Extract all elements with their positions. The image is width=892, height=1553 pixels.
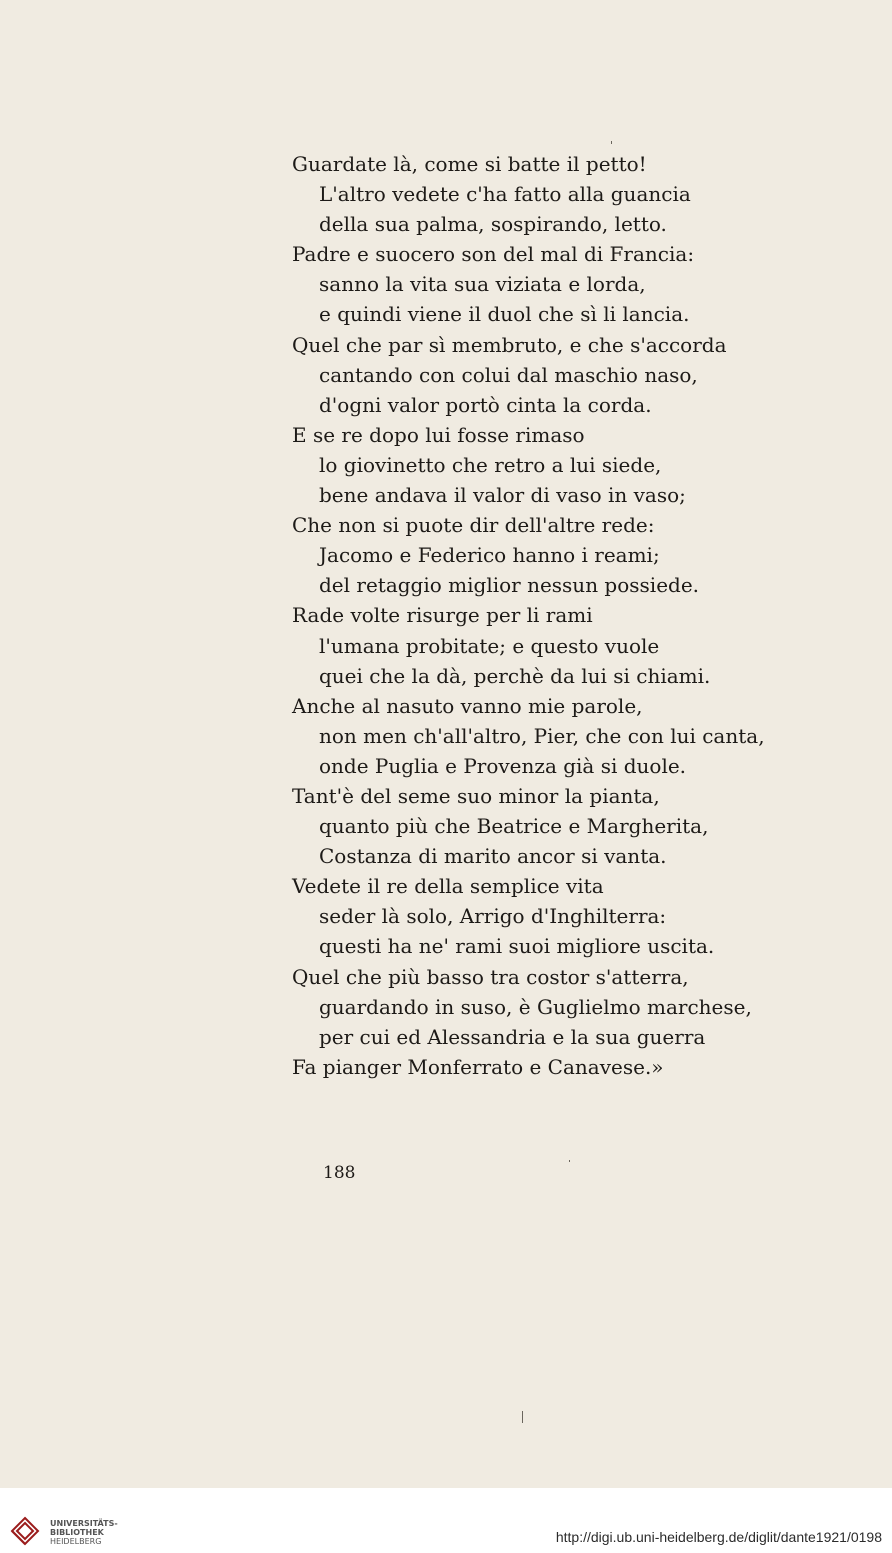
poem-line: sanno la vita sua viziata e lorda,	[319, 272, 646, 297]
poem-line: L'altro vedete c'ha fatto alla guancia	[319, 182, 691, 207]
library-logo-icon	[10, 1516, 40, 1546]
poem-line: Quel che par sì membruto, e che s'accorda	[292, 332, 727, 357]
poem-line: questi ha ne' rami suoi migliore uscita.	[319, 934, 715, 959]
poem-line: Padre e suocero son del mal di Francia:	[292, 242, 695, 267]
poem-line: per cui ed Alessandria e la sua guerra	[319, 1024, 706, 1049]
paper-speck	[611, 141, 612, 144]
poem-line: Fa pianger Monferrato e Canavese.»	[292, 1054, 664, 1079]
poem-line: bene andava il valor di vaso in vaso;	[319, 483, 686, 508]
library-name-line3: HEIDELBERG	[50, 1537, 102, 1546]
poem-line: del retaggio miglior nessun possiede.	[319, 573, 700, 598]
poem-line: Che non si puote dir dell'altre rede:	[292, 513, 655, 538]
paper-speck	[522, 1411, 523, 1423]
poem-line: Rade volte risurge per li rami	[292, 603, 593, 628]
poem-line: guardando in suso, è Guglielmo marchese,	[319, 994, 752, 1019]
poem-line: Vedete il re della semplice vita	[292, 874, 604, 899]
poem-line: cantando con colui dal maschio naso,	[319, 362, 698, 387]
poem-line: Costanza di marito ancor si vanta.	[319, 844, 667, 869]
library-name	[50, 1519, 118, 1546]
poem-line: seder là solo, Arrigo d'Inghilterra:	[319, 904, 667, 929]
poem-line: quei che la dà, perchè da lui si chiami.	[319, 663, 711, 688]
poem-line: quanto più che Beatrice e Margherita,	[319, 814, 709, 839]
library-name-line2: BIBLIOTHEK	[50, 1528, 104, 1537]
poem-line: d'ogni valor portò cinta la corda.	[319, 392, 652, 417]
poem-line: non men ch'all'altro, Pier, che con lui canta,	[319, 723, 765, 748]
poem-line: Guardate là, come si batte il petto!	[292, 152, 647, 176]
poem-text	[292, 149, 852, 1082]
poem-line: lo giovinetto che retro a lui siede,	[319, 452, 662, 477]
poem-line: e quindi viene il duol che sì li lancia.	[319, 302, 690, 327]
poem-line: Jacomo e Federico hanno i reami;	[319, 543, 660, 568]
library-name-line1: UNIVERSITÄTS-	[50, 1519, 118, 1528]
page-number: 188	[323, 1163, 356, 1183]
paper-speck	[569, 1160, 570, 1162]
poem-line: l'umana probitate; e questo vuole	[319, 633, 660, 658]
poem-line: E se re dopo lui fosse rimaso	[292, 422, 585, 447]
source-url-link[interactable]: http://digi.ub.uni-heidelberg.de/diglit/dante1921/0198	[555, 1529, 882, 1545]
poem-line: della sua palma, sospirando, letto.	[319, 212, 667, 237]
poem-line: Tant'è del seme suo minor la pianta,	[292, 783, 660, 808]
poem-line: Anche al nasuto vanno mie parole,	[292, 693, 643, 718]
poem-line: onde Puglia e Provenza già si duole.	[319, 753, 687, 778]
poem-line: Quel che più basso tra costor s'atterra,	[292, 964, 689, 989]
